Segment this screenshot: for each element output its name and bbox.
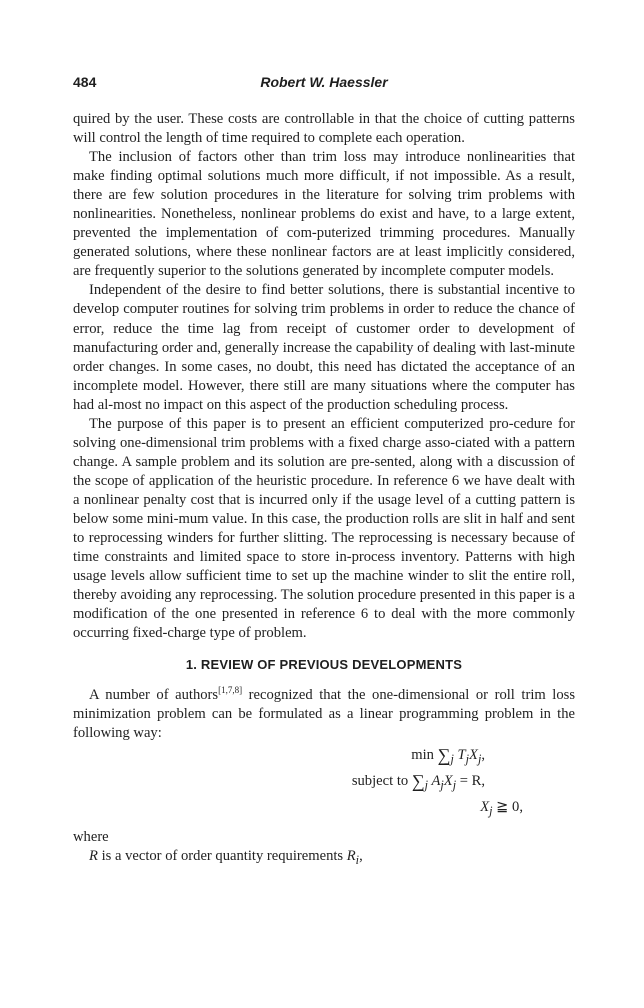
nonnegativity-equation — [480, 798, 523, 821]
objective-index: j — [450, 751, 454, 766]
section-intro-end: recognized that the one-dimensional or roll trim loss minimization problem can be formulated as a linear programming problem in the following way: — [73, 687, 575, 742]
paragraph-4: The purpose of this paper is to present an efficient computerized pro-cedure for solving one-dimensional trim problems with a fixed charge asso-ciated with a pattern change. A sample problem and its solution are pre-sented, along with a discussion of the scope of application of the heuristic procedure. In reference 6 we have dealt with a nonlinear penalty cost that is incurred only if the usage level of a cutting pattern is below some mini-mum value. In this case, the production rolls are slit in half and sent to reprocessing winders for further slitting. The reprocessing is necessary because of time constraints and limited space to store in-process inventory. Patterns with high usage levels allow sufficient time to set up the machine winder to slit the entire roll, thereby avoiding any reprocessing. The solution procedure presented in this paper is a modification of the one presented in reference 6 to deal with the more commonly occurring fixed-charge type of problem. — [73, 415, 575, 642]
constraint-sub: j — [440, 777, 444, 792]
definition-text: is a vector of order quantity requirements — [97, 847, 347, 864]
objective-equation — [411, 746, 485, 769]
objective-var-sub: j — [477, 751, 482, 766]
page-header — [73, 74, 575, 94]
definition-tail: , — [359, 847, 363, 864]
constraint-label: subject to — [351, 772, 412, 789]
objective-label: min — [411, 746, 438, 763]
section-intro-start: A number of authors — [89, 687, 219, 704]
page-number: 484 — [73, 74, 97, 90]
definition-r — [73, 847, 575, 870]
nonneg-rel: ≧ 0, — [492, 798, 523, 815]
objective-var: X — [469, 746, 478, 763]
definition-var2-sub: i — [355, 852, 360, 867]
objective-expr: T — [453, 746, 466, 763]
definition-var: R — [89, 847, 98, 864]
paragraph-1: quired by the user. These costs are controllable in that the choice of cutting patterns will control the length of time required to complete each operation. — [73, 111, 575, 147]
objective-tail: , — [481, 746, 485, 763]
sum-symbol-2: ∑ — [411, 770, 425, 791]
lp-formulation — [73, 746, 575, 824]
nonneg-var: X — [480, 798, 490, 815]
paragraph-3: Independent of the desire to find better solutions, there is substantial incentive to develop computer routines for solving trim problems in order to reduce the chance of error, reduce the time lag from receipt of customer order to development of manufacturing order and, generally increase the capability of dealing with last-minute order changes. In some cases, no doubt, this need has dictated the acceptance of an incomplete model. However, there still are many situations where the computer has had al-most no impact on this aspect of the production scheduling process. — [73, 282, 575, 413]
running-head: Robert W. Haessler — [260, 74, 388, 90]
body-text — [73, 110, 575, 870]
where-label: where — [73, 828, 109, 845]
section-heading: 1. REVIEW OF PREVIOUS DEVELOPMENTS — [185, 657, 463, 673]
constraint-equation — [352, 772, 485, 795]
sum-symbol: ∑ — [437, 744, 451, 765]
nonneg-sub: j — [489, 803, 493, 818]
constraint-index: j — [424, 777, 429, 792]
objective-sub: j — [465, 751, 470, 766]
constraint-expr: A — [428, 772, 441, 789]
constraint-eq: = R, — [456, 772, 485, 789]
constraint-var-sub: j — [452, 777, 457, 792]
definition-var2: R — [346, 847, 356, 864]
section-intro — [73, 686, 575, 743]
paragraph-2: The inclusion of factors other than trim loss may introduce nonlinearities that make finding optimal solutions much more difficult, if not impossible. As a result, there are few solution procedures in the literature for solving trim problems with nonlinearities. Nonetheless, nonlinear problems do exist and have, to a large extent, prevented the implementation of com-puterized trimming procedures. Manually generated solutions, where these nonlinear factors are at least implicitly considered, are frequently superior to the solutions generated by incomplete computer models. — [73, 149, 575, 280]
constraint-var: X — [443, 772, 453, 789]
citation-ref: [1,7,8] — [218, 685, 243, 696]
